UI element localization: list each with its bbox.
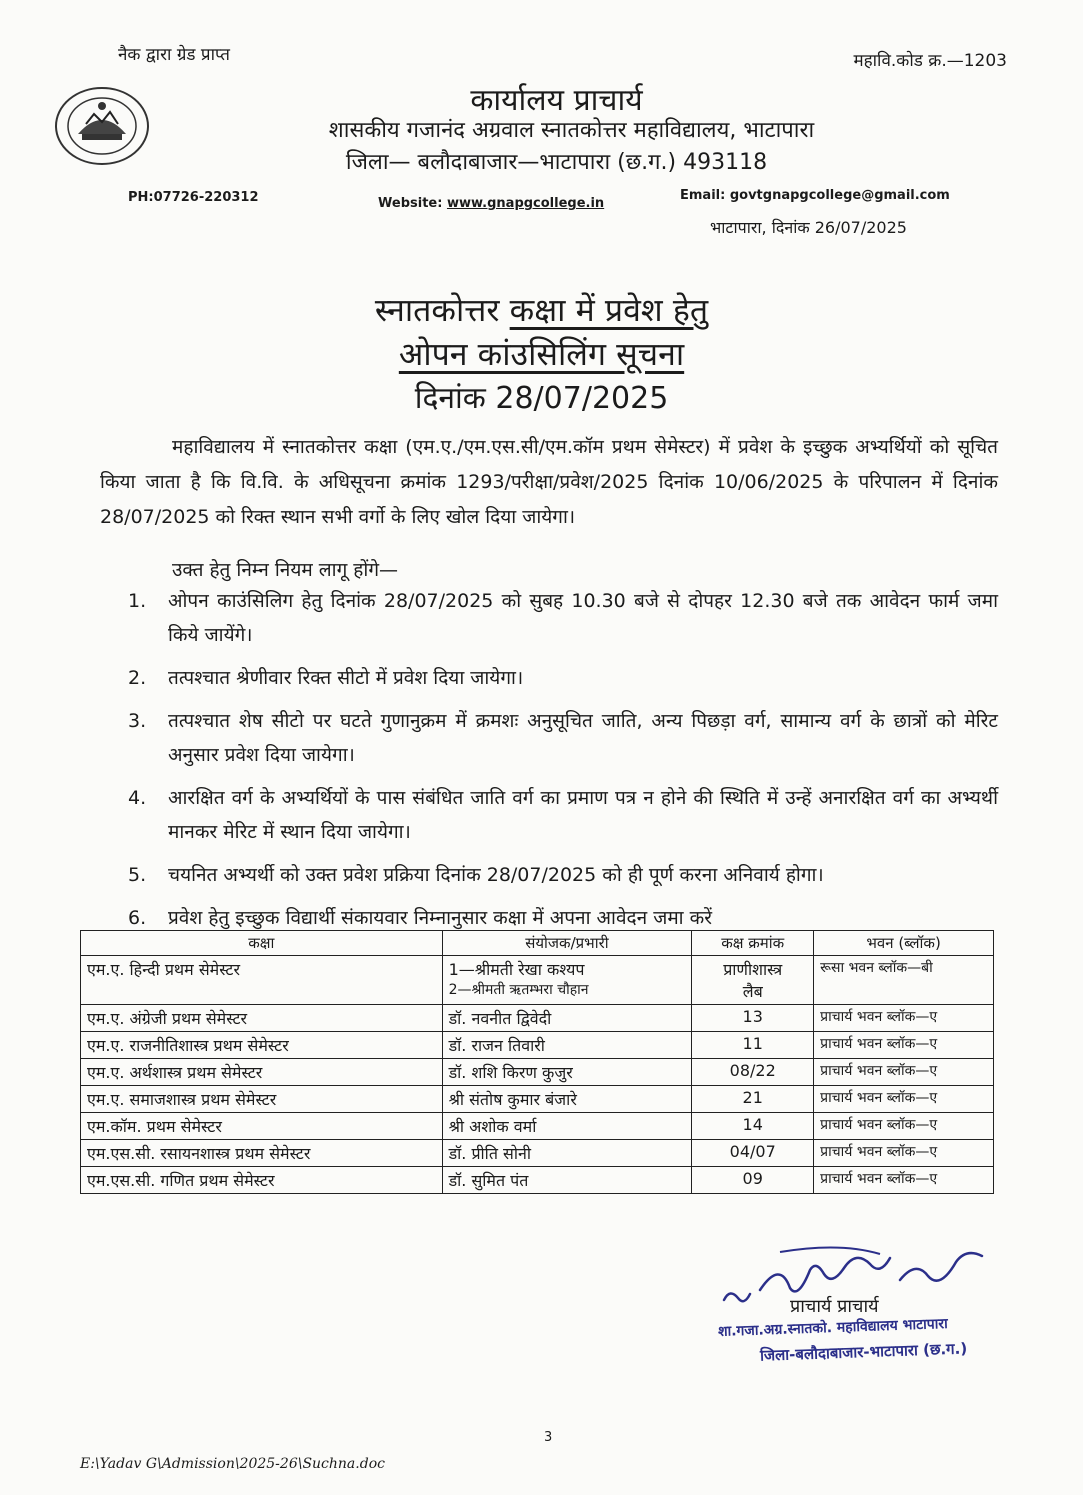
incharge-name: 2—श्रीमती ऋतम्भरा चौहान bbox=[448, 982, 589, 998]
building-cell: प्राचार्य भवन ब्लॉक—ए bbox=[814, 1059, 994, 1086]
building-cell: प्राचार्य भवन ब्लॉक—ए bbox=[814, 1113, 994, 1140]
class-cell: एम.ए. अंग्रेजी प्रथम सेमेस्टर bbox=[81, 1005, 443, 1032]
class-cell: एम.ए. हिन्दी प्रथम सेमेस्टर bbox=[81, 956, 443, 1005]
rule-text: तत्पश्चात श्रेणीवार रिक्त सीटो में प्रवेश दिया जायेगा। bbox=[168, 667, 524, 689]
column-header: कक्ष क्रमांक bbox=[692, 931, 814, 956]
building-cell: रूसा भवन ब्लॉक—बी bbox=[814, 956, 994, 1005]
title-line1-part-a: स्नातकोत्तर bbox=[374, 291, 510, 329]
building-cell: प्राचार्य भवन ब्लॉक—ए bbox=[814, 1005, 994, 1032]
column-header: संयोजक/प्रभारी bbox=[442, 931, 692, 956]
rule-number: 2. bbox=[128, 667, 147, 689]
rule-number: 5. bbox=[128, 864, 147, 886]
rule-item bbox=[128, 584, 998, 652]
column-header: कक्षा bbox=[81, 931, 443, 956]
file-path: E:\Yadav G\Admission\2025-26\Suchna.doc bbox=[80, 1456, 385, 1472]
table-row bbox=[81, 1167, 994, 1194]
building-cell: प्राचार्य भवन ब्लॉक—ए bbox=[814, 1032, 994, 1059]
website-line bbox=[378, 196, 604, 211]
principal-designation: प्राचार्य प्राचार्य bbox=[790, 1296, 879, 1317]
website-label: Website: bbox=[378, 196, 443, 211]
rules-list bbox=[128, 584, 998, 944]
incharge-cell: डॉ. राजन तिवारी bbox=[442, 1032, 692, 1059]
rule-item bbox=[128, 858, 998, 892]
office-title: कार्यालय प्राचार्य bbox=[470, 83, 643, 118]
rule-text: प्रवेश हेतु इच्छुक विद्यार्थी संकायवार निम्नानुसार कक्षा में अपना आवेदन जमा करें bbox=[168, 907, 713, 929]
room-cell: 04/07 bbox=[692, 1140, 814, 1167]
table-row bbox=[81, 1059, 994, 1086]
building-cell: प्राचार्य भवन ब्लॉक—ए bbox=[814, 1167, 994, 1194]
room-cell: 08/22 bbox=[692, 1059, 814, 1086]
room-text: प्राणीशास्त्र bbox=[723, 960, 783, 979]
room-cell: 13 bbox=[692, 1005, 814, 1032]
college-name: शासकीय गजानंद अग्रवाल स्नातकोत्तर महाविद्यालय, भाटापारा bbox=[328, 118, 815, 143]
email-address: Email: govtgnapgcollege@gmail.com bbox=[680, 188, 950, 203]
phone-number: PH:07726-220312 bbox=[128, 190, 259, 205]
naac-grade-text: नैक द्वारा ग्रेड प्राप्त bbox=[118, 45, 230, 65]
incharge-name: 1—श्रीमती रेखा कश्यप bbox=[448, 960, 585, 979]
rule-item bbox=[128, 781, 998, 849]
table-row bbox=[81, 956, 994, 1005]
rule-text: तत्पश्चात शेष सीटो पर घटते गुणानुक्रम में क्रमशः अनुसूचित जाति, अन्य पिछड़ा वर्ग, सामान्य वर्ग के छात्रों को मेरिट अनुसार प्रवेश दिया जायेगा। bbox=[168, 710, 998, 766]
room-cell: 09 bbox=[692, 1167, 814, 1194]
counselling-table bbox=[80, 930, 994, 1194]
rule-item bbox=[128, 661, 998, 695]
building-cell: प्राचार्य भवन ब्लॉक—ए bbox=[814, 1140, 994, 1167]
room-cell: 21 bbox=[692, 1086, 814, 1113]
rule-text: ओपन काउंसिलिग हेतु दिनांक 28/07/2025 को सुबह 10.30 बजे से दोपहर 12.30 बजे तक आवेदन फार्म जमा किये जायेंगे। bbox=[168, 590, 998, 646]
notice-title-line1 bbox=[0, 288, 1083, 331]
table-row bbox=[81, 1140, 994, 1167]
room-cell: 11 bbox=[692, 1032, 814, 1059]
incharge-cell: डॉ. नवनीत द्विवेदी bbox=[442, 1005, 692, 1032]
incharge-cell: डॉ. शशि किरण कुजुर bbox=[442, 1059, 692, 1086]
office-stamp-line1: शा.गजा.अग्र.स्नातको. महाविद्यालय भाटापारा bbox=[717, 1315, 948, 1341]
class-cell: एम.ए. समाजशास्त्र प्रथम सेमेस्टर bbox=[81, 1086, 443, 1113]
college-code: महावि.कोड क्र.—1203 bbox=[853, 51, 1007, 71]
office-stamp-line2: जिला-बलौदाबाजार-भाटापारा (छ.ग.) bbox=[759, 1339, 968, 1365]
website-link[interactable]: www.gnapgcollege.in bbox=[446, 196, 605, 211]
notice-paragraph: महाविद्यालय में स्नातकोत्तर कक्षा (एम.ए./एम.एस.सी/एम.कॉम प्रथम सेमेस्टर) में प्रवेश के इच्छुक अभ्यर्थियों को सूचित किया जाता है कि वि.वि. के अधिसूचना क्रमांक 1293/परीक्षा/प्रवेश/2025 दिनांक 10/06/2025 के परिपालन में दिनांक 28/07/2025 को रिक्त स्थान सभी वर्गो के लिए खोल दिया जायेगा। bbox=[100, 436, 998, 528]
place-date: भाटापारा, दिनांक 26/07/2025 bbox=[710, 218, 907, 237]
incharge-cell: श्री संतोष कुमार बंजारे bbox=[442, 1086, 692, 1113]
class-cell: एम.ए. राजनीतिशास्त्र प्रथम सेमेस्टर bbox=[81, 1032, 443, 1059]
title-line2-text: ओपन कांउसिलिंग सूचना bbox=[398, 335, 685, 373]
table-header-row bbox=[81, 931, 994, 956]
incharge-cell: श्री अशोक वर्मा bbox=[442, 1113, 692, 1140]
room-cell: 14 bbox=[692, 1113, 814, 1140]
building-cell: प्राचार्य भवन ब्लॉक—ए bbox=[814, 1086, 994, 1113]
rule-number: 1. bbox=[128, 590, 147, 612]
rule-item bbox=[128, 704, 998, 772]
page-number: 3 bbox=[544, 1430, 553, 1445]
table-row bbox=[81, 1005, 994, 1032]
class-cell: एम.ए. अर्थशास्त्र प्रथम सेमेस्टर bbox=[81, 1059, 443, 1086]
room-cell bbox=[692, 956, 814, 1005]
incharge-cell: डॉ. प्रीति सोनी bbox=[442, 1140, 692, 1167]
class-cell: एम.कॉम. प्रथम सेमेस्टर bbox=[81, 1113, 443, 1140]
table-row bbox=[81, 1113, 994, 1140]
table-row bbox=[81, 1086, 994, 1113]
rule-number: 6. bbox=[128, 907, 147, 929]
rule-text: आरक्षित वर्ग के अभ्यर्थियों के पास संबंधित जाति वर्ग का प्रमाण पत्र न होने की स्थिति में उन्हें अनारक्षित वर्ग का अभ्यर्थी मानकर मेरिट में स्थान दिया जायेगा। bbox=[168, 787, 998, 843]
rule-number: 3. bbox=[128, 710, 147, 732]
notice-title-line2 bbox=[0, 332, 1083, 375]
title-line1-part-b: कक्षा में प्रवेश हेतु bbox=[509, 291, 709, 329]
rules-intro: उक्त हेतु निम्न नियम लागू होंगे— bbox=[172, 559, 399, 581]
table-row bbox=[81, 1032, 994, 1059]
class-cell: एम.एस.सी. रसायनशास्त्र प्रथम सेमेस्टर bbox=[81, 1140, 443, 1167]
notice-title-date: दिनांक 28/07/2025 bbox=[414, 381, 669, 416]
district-address: जिला— बलौदाबाजार—भाटापारा (छ.ग.) 493118 bbox=[345, 150, 768, 175]
rule-text: चयनित अभ्यर्थी को उक्त प्रवेश प्रक्रिया दिनांक 28/07/2025 को ही पूर्ण करना अनिवार्य होगा। bbox=[168, 864, 824, 886]
room-text: लैब bbox=[742, 982, 763, 1001]
incharge-cell bbox=[442, 956, 692, 1005]
class-cell: एम.एस.सी. गणित प्रथम सेमेस्टर bbox=[81, 1167, 443, 1194]
incharge-cell: डॉ. सुमित पंत bbox=[442, 1167, 692, 1194]
column-header: भवन (ब्लॉक) bbox=[814, 931, 994, 956]
rule-number: 4. bbox=[128, 787, 147, 809]
